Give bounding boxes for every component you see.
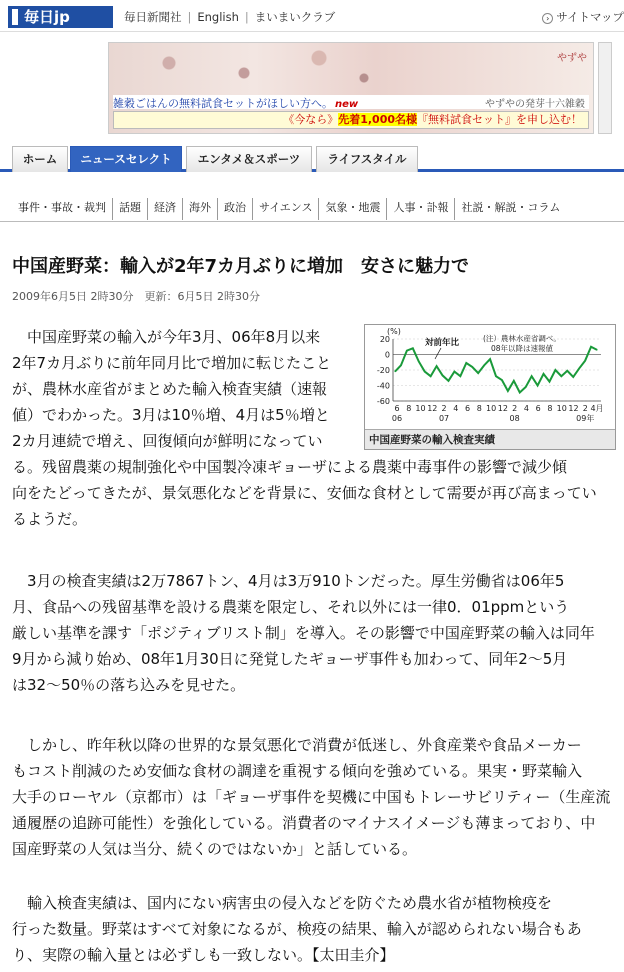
ad-brand: やずや <box>557 53 587 64</box>
article-paragraph-4 <box>12 890 582 968</box>
paragraph-line: 9月から減り始め、08年1月30日に発覚したギョーザ事件も加わって、同年2～5月 <box>12 650 568 668</box>
x-tick-label: 6 <box>465 404 471 413</box>
subnav-item-editorials[interactable]: 社説・解説・コラム <box>454 198 566 220</box>
chart-caption: 中国産野菜の輸入検査実績 <box>365 429 615 449</box>
tab-news-select[interactable]: ニュースセレクト <box>70 146 182 172</box>
article-title: 中国産野菜：輸入が2年7カ月ぶりに増加 安さに魅力で <box>12 256 470 277</box>
data-point <box>442 375 443 376</box>
paragraph-line: 輸入検査実績は、国内にない病害虫の侵入などを防ぐため農水省が植物検疫を <box>12 894 553 912</box>
annotation-pointer <box>435 348 441 359</box>
data-point <box>585 360 586 361</box>
paragraph-line: 向をたどってきたが、景気悪化などを背景に、安価な食材として需要が再び高まってい <box>12 484 597 502</box>
data-point <box>596 349 597 350</box>
data-point <box>466 362 467 363</box>
data-point <box>495 376 496 377</box>
y-tick-label: 0 <box>384 350 390 360</box>
subnav-item-politics[interactable]: 政治 <box>217 198 252 220</box>
data-point <box>531 376 532 377</box>
data-point <box>400 365 401 366</box>
header-links: 毎日新聞社 | English | まいまいクラブ <box>124 10 336 24</box>
chart-note: (注）農林水産省調べ。 <box>483 334 561 343</box>
x-tick-label: 4 <box>453 404 459 413</box>
year-label: 09年 <box>576 414 595 423</box>
top-bar <box>0 0 624 32</box>
data-point <box>484 365 485 366</box>
ad-offer-highlight: 先着1,000名様 <box>338 113 417 126</box>
x-tick-label: 6 <box>394 404 400 413</box>
data-point <box>519 392 520 393</box>
x-tick-label: 12 <box>497 404 508 413</box>
x-tick-label: 2 <box>441 404 447 413</box>
year-label: 08 <box>509 414 520 423</box>
data-point <box>549 381 550 382</box>
x-tick-label: 8 <box>547 404 553 413</box>
data-point <box>489 359 490 360</box>
paragraph-line: 値）でわかった。3月は10％増、4月は5％増と <box>12 406 330 424</box>
data-point <box>412 348 413 349</box>
sitemap-label: サイトマップ <box>556 10 624 24</box>
paragraph-line: 2年7カ月ぶりに前年同月比で増加に転じたこと <box>12 354 332 372</box>
ad-offer-link[interactable] <box>113 111 589 129</box>
new-badge: new <box>335 99 359 109</box>
tab-home[interactable]: ホーム <box>12 146 68 172</box>
x-tick-label: 12 <box>427 404 438 413</box>
year-label: 07 <box>438 414 450 423</box>
article-paragraph-3 <box>12 732 610 862</box>
ad-headline: 雑穀ごはんの無料試食セットがほしい方へ。 <box>113 97 333 109</box>
data-point <box>513 380 514 381</box>
chart-annotation: 対前年比 <box>425 338 460 348</box>
ad-scrollbar[interactable] <box>598 42 612 134</box>
subnav-item-incidents[interactable]: 事件・事故・裁判 <box>18 201 106 214</box>
paragraph-line: 通履歴の追跡可能性）を強化している。消費者のマイナスイメージも薄まっており、中 <box>12 814 596 832</box>
data-point <box>406 350 407 351</box>
x-tick-label: 4月 <box>590 404 604 413</box>
sitemap-link[interactable] <box>542 9 624 25</box>
paragraph-line: が、農林水産省がまとめた輸入検査実績（速報 <box>12 380 328 398</box>
category-nav <box>12 198 566 220</box>
paragraph-line: る。残留農薬の規制強化や中国製冷凍ギョーザによる農薬中毒事件の影響で減少傾 <box>12 458 568 476</box>
paragraph-line: り、実際の輸入量とは必ずしも一致しない。【太田圭介】 <box>12 946 395 964</box>
paragraph-line: 2カ月連続で増え、回復傾向が鮮明になってい <box>12 432 323 450</box>
rice-image <box>109 43 409 93</box>
data-point <box>507 390 508 391</box>
y-tick-label: 20 <box>379 335 390 344</box>
y-tick-label: -40 <box>376 381 390 391</box>
data-point <box>460 376 461 377</box>
y-axis-unit: (%) <box>387 327 401 336</box>
ad-text-line[interactable] <box>113 95 589 109</box>
data-point <box>590 346 591 347</box>
article-dateline: 2009年6月5日 2時30分 更新：6月5日 2時30分 <box>12 290 260 303</box>
data-point <box>543 373 544 374</box>
chart-note: 08年以降は速報値 <box>491 344 554 353</box>
header-link-maimai[interactable]: まいまいクラブ <box>254 10 336 24</box>
data-point <box>561 376 562 377</box>
data-point <box>555 369 556 370</box>
data-point <box>418 361 419 362</box>
x-tick-label: 8 <box>406 404 412 413</box>
paragraph-line: 中国産野菜の輸入が今年3月、06年8月以来 <box>12 328 321 346</box>
y-tick-label: -20 <box>376 366 390 375</box>
subnav-item-personnel[interactable]: 人事・訃報 <box>386 198 454 220</box>
data-point <box>478 373 479 374</box>
paragraph-line: 国産野菜の人気は当分、続くのではないか」と話している。 <box>12 840 418 858</box>
advertisement-banner[interactable] <box>108 42 594 134</box>
ad-offer-cta: 『無料試食セット』を申し込む！ <box>417 113 582 126</box>
x-tick-label: 4 <box>523 404 529 413</box>
paragraph-line: 厳しい基準を課す「ポジティブリスト制」を導入。その影響で中国産野菜の輸入は同年 <box>12 624 595 642</box>
data-point <box>394 371 395 372</box>
mainichi-jp-logo[interactable]: 毎日jp <box>8 6 113 28</box>
subnav-item-world[interactable]: 海外 <box>182 198 217 220</box>
data-point <box>454 371 455 372</box>
subnav-item-weather[interactable]: 気象・地震 <box>318 198 386 220</box>
paragraph-line: しかし、昨年秋以降の世界的な景気悪化で消費が低迷し、外食産業や食品メーカー <box>12 736 582 754</box>
x-tick-label: 10 <box>556 404 567 413</box>
header-link-english[interactable]: English <box>197 10 239 24</box>
main-nav <box>0 144 624 172</box>
tab-entertainment-sports[interactable]: エンタメ＆スポーツ <box>186 146 312 172</box>
data-point <box>537 385 538 386</box>
arrow-circle-icon: › <box>542 13 553 24</box>
import-chart[interactable] <box>364 324 616 450</box>
data-point <box>448 380 449 381</box>
ad-product-name: やずやの発芽十六雑穀 <box>485 99 585 109</box>
x-tick-label: 10 <box>415 404 426 413</box>
data-point <box>501 379 502 380</box>
paragraph-line: るようだ。 <box>12 510 88 528</box>
paragraph-line: 大手のローヤル（京都市）は「ギョーザ事件を契機に中国もトレーサビリティー（生産流 <box>12 788 611 806</box>
data-point <box>573 376 574 377</box>
paragraph-line: 月、食品への残留基準を設ける農薬を限定し、それ以外には一律0．01ppmという <box>12 598 570 616</box>
data-point <box>579 368 580 369</box>
subnav-item-science[interactable]: サイエンス <box>252 198 318 220</box>
y-tick-label: -60 <box>376 397 390 406</box>
data-point <box>436 366 437 367</box>
subnav-item-economy[interactable]: 経済 <box>147 198 182 220</box>
paragraph-line: 3月の検査実績は2万7867トン、4月は3万910トンだった。厚生労働省は06年5 <box>12 572 565 590</box>
data-point <box>430 376 431 377</box>
paragraph-line: は32～50％の落ち込みを見せた。 <box>12 676 246 694</box>
data-point <box>525 386 526 387</box>
data-point <box>424 371 425 372</box>
ad-offer-prefix: 《今なら》 <box>283 113 339 126</box>
x-tick-label: 10 <box>486 404 497 413</box>
x-tick-label: 12 <box>568 404 579 413</box>
data-point <box>567 370 568 371</box>
data-point <box>472 366 473 367</box>
x-tick-label: 6 <box>535 404 541 413</box>
x-tick-label: 2 <box>512 404 518 413</box>
year-label: 06 <box>391 414 403 423</box>
article-paragraph-2 <box>12 568 595 698</box>
paragraph-line: もコスト削減のため安価な食材の調達を重視する傾向を強めている。果実・野菜輸入 <box>12 762 583 780</box>
chart-plot <box>365 325 615 429</box>
x-tick-label: 2 <box>582 404 588 413</box>
x-tick-label: 8 <box>476 404 482 413</box>
subnav-item-topics[interactable]: 話題 <box>112 198 147 220</box>
header-link-mainichi[interactable]: 毎日新聞社 <box>124 10 182 24</box>
paragraph-line: 行った数量。野菜はすべて対象になるが、検疫の結果、輸入が認められない場合もあ <box>12 920 582 938</box>
tab-lifestyle[interactable]: ライフスタイル <box>316 146 418 172</box>
